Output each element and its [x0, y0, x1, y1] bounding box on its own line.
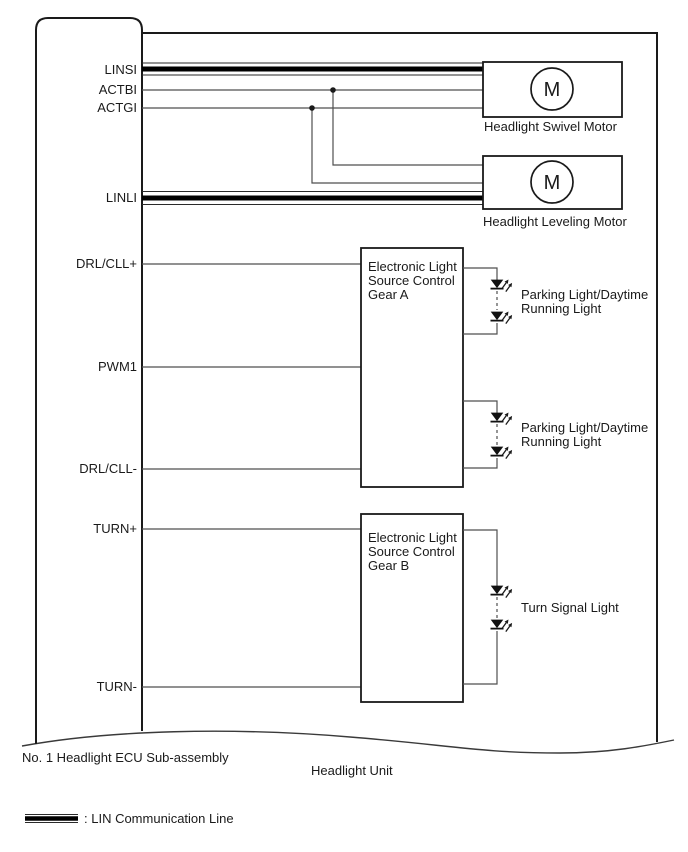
drl-light-2-label-line2: Running Light	[521, 434, 602, 449]
swivel-motor-label: Headlight Swivel Motor	[484, 119, 617, 134]
drl-light-2-label-line1: Parking Light/Daytime	[521, 420, 649, 435]
actbi-junction-dot	[330, 87, 336, 93]
pin-label-pwm1: PWM1	[98, 359, 137, 374]
led-loop2-top-wire	[463, 401, 497, 413]
pin-label-linli: LINLI	[105, 190, 137, 205]
pin-label-drl-cll-plus: DRL/CLL+	[75, 256, 137, 271]
led-icon	[491, 620, 513, 632]
led-icon	[491, 586, 513, 598]
gear-a-label-line2: Source Control	[368, 273, 455, 288]
led-loop3-bottom-wire	[463, 631, 497, 684]
gear-b-label-line3: Gear B	[368, 558, 410, 573]
ecu-box	[36, 18, 142, 744]
lin-line-legend-label: : LIN Communication Line	[84, 811, 234, 826]
ecu-label: No. 1 Headlight ECU Sub-assembly	[22, 750, 229, 765]
leveling-motor-label: Headlight Leveling Motor	[483, 214, 627, 229]
led-icon	[491, 280, 513, 292]
linsi-lin-line	[142, 63, 483, 75]
drl-light-1-label-line2: Running Light	[521, 301, 602, 316]
turn-signal-light-label: Turn Signal Light	[521, 600, 619, 615]
pin-label-turn-plus: TURN+	[93, 521, 137, 536]
led-loop1-bottom-wire	[463, 323, 497, 334]
pin-label-actgi: ACTGI	[97, 100, 137, 115]
led-loop2-bottom-wire	[463, 458, 497, 468]
led-icon	[491, 447, 513, 459]
gear-b-label-line2: Source Control	[368, 544, 455, 559]
unit-label: Headlight Unit	[311, 763, 393, 778]
lin-line-legend-swatch	[25, 815, 78, 823]
gear-a-label-line1: Electronic Light	[368, 259, 457, 274]
leveling-motor-symbol: M	[543, 172, 561, 194]
pin-label-linsi: LINSI	[104, 62, 137, 77]
actbi-branch-wire	[333, 90, 483, 165]
gear-a-label-line3: Gear A	[368, 287, 409, 302]
gear-b-label-line1: Electronic Light	[368, 530, 457, 545]
linli-lin-line	[142, 192, 483, 205]
led-icon	[491, 413, 513, 425]
led-icon	[491, 312, 513, 324]
actgi-branch-wire	[312, 108, 483, 183]
drl-light-1-label-line1: Parking Light/Daytime	[521, 287, 649, 302]
led-loop1-top-wire	[463, 268, 497, 280]
pin-label-actbi: ACTBI	[98, 82, 137, 97]
led-loop3-top-wire	[463, 530, 497, 586]
pin-label-drl-cll-minus: DRL/CLL-	[79, 461, 137, 476]
pin-label-turn-minus: TURN-	[96, 679, 137, 694]
swivel-motor-symbol: M	[543, 79, 561, 101]
actgi-junction-dot	[309, 105, 315, 111]
